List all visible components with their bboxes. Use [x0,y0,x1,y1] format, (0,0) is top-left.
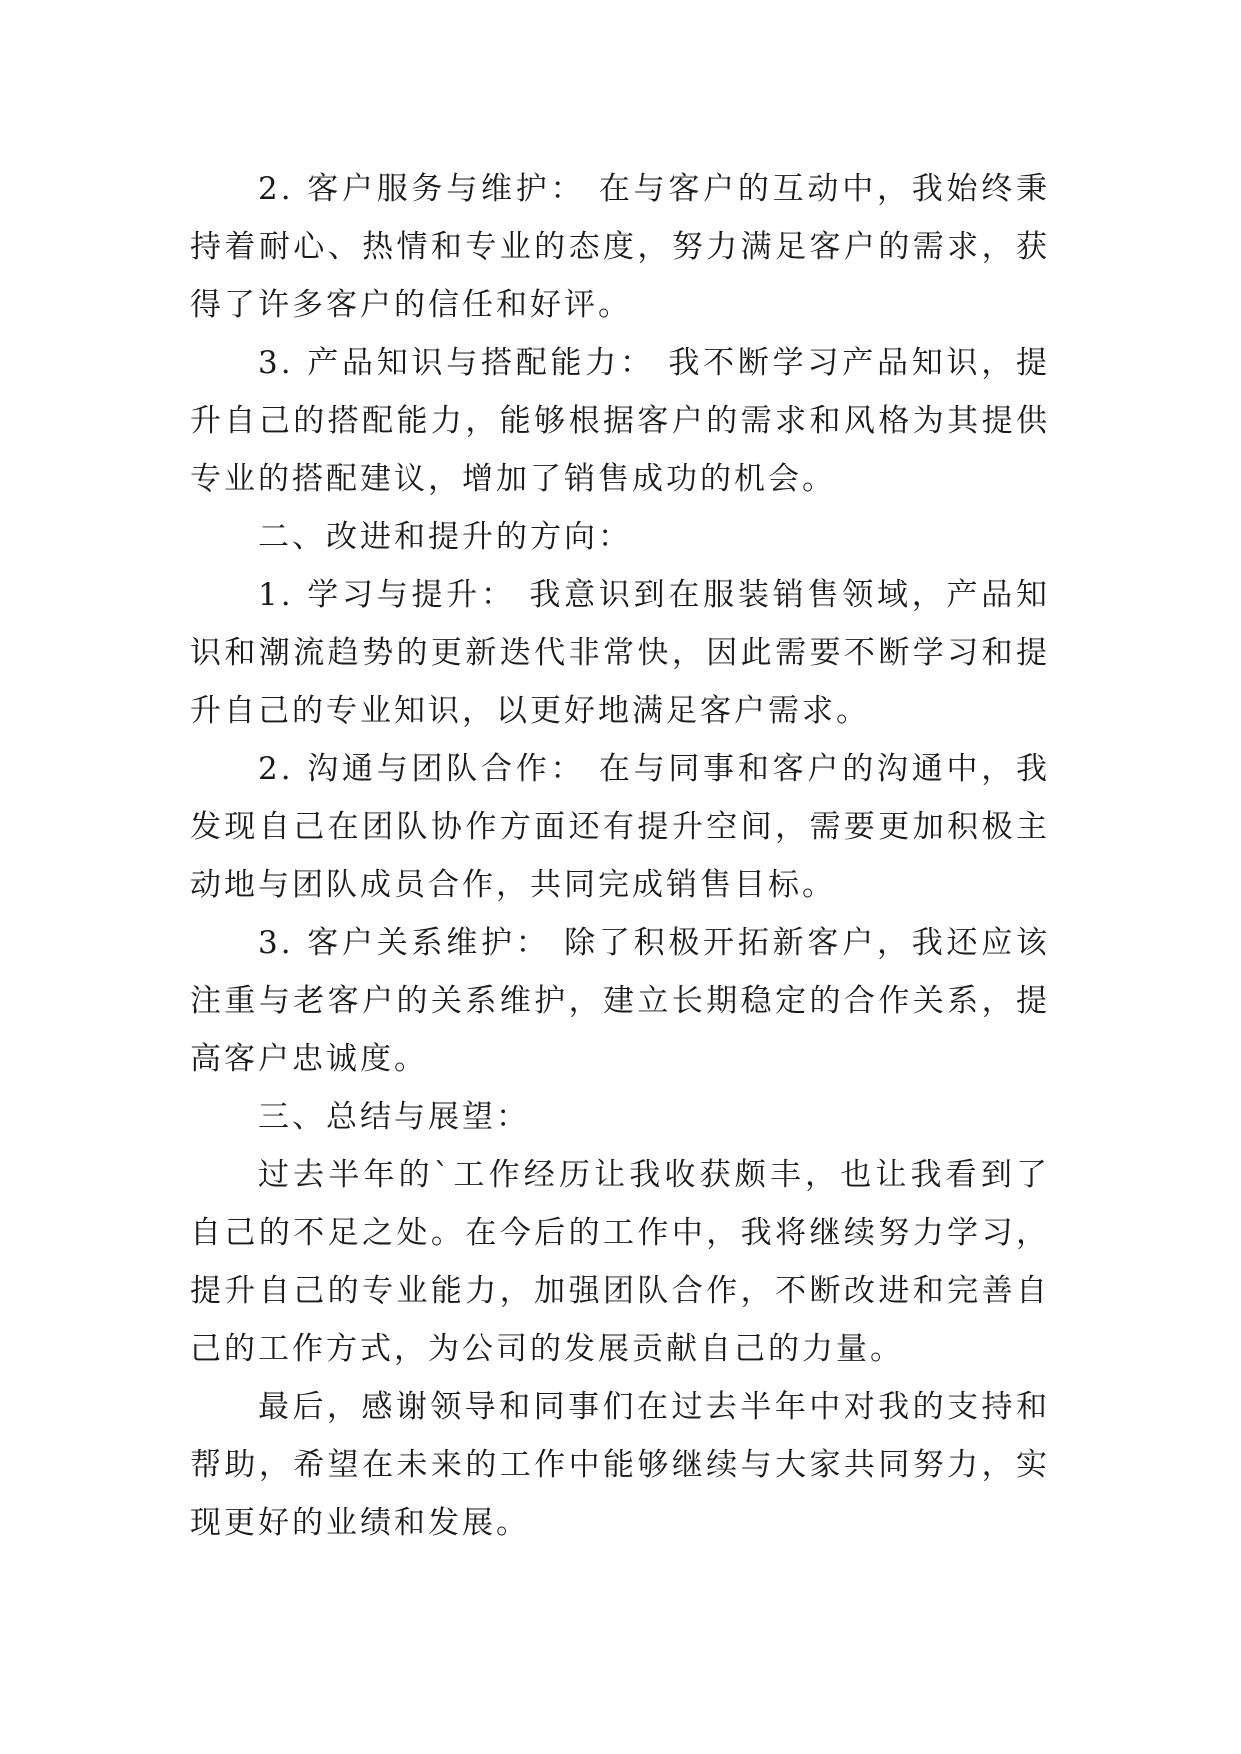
paragraph-teamwork: 2. 沟通与团队合作： 在与同事和客户的沟通中，我发现自己在团队协作方面还有提升空间，需要更加积极主动地与团队成员合作，共同完成销售目标。 [190,751,1050,903]
paragraph-customer-service: 2. 客户服务与维护： 在与客户的互动中，我始终秉持着耐心、热情和专业的态度，努力满足客户的需求，获得了许多客户的信任和好评。 [190,171,1050,323]
paragraph-customer-relations: 3. 客户关系维护： 除了积极开拓新客户，我还应该注重与老客户的关系维护，建立长期稳定的合作关系，提高客户忠诚度。 [190,925,1050,1077]
paragraph-learning: 1. 学习与提升： 我意识到在服装销售领域，产品知识和潮流趋势的更新迭代非常快，因此需要不断学习和提升自己的专业知识，以更好地满足客户需求。 [190,577,1050,729]
paragraph-thanks: 最后，感谢领导和同事们在过去半年中对我的支持和帮助，希望在未来的工作中能够继续与大家共同努力，实现更好的业绩和发展。 [190,1389,1050,1541]
paragraph-summary: 过去半年的`工作经历让我收获颇丰，也让我看到了自己的不足之处。在今后的工作中，我将继续努力学习，提升自己的专业能力，加强团队合作，不断改进和完善自己的工作方式，为公司的发展贡献自己的力量。 [190,1157,1050,1367]
paragraph-product-knowledge: 3. 产品知识与搭配能力： 我不断学习产品知识，提升自己的搭配能力，能够根据客户的需求和风格为其提供专业的搭配建议，增加了销售成功的机会。 [190,345,1050,497]
section-heading-summary: 三、总结与展望： [258,1099,530,1135]
document-page [190,160,1050,1552]
section-heading-improvement: 二、改进和提升的方向： [258,519,632,555]
